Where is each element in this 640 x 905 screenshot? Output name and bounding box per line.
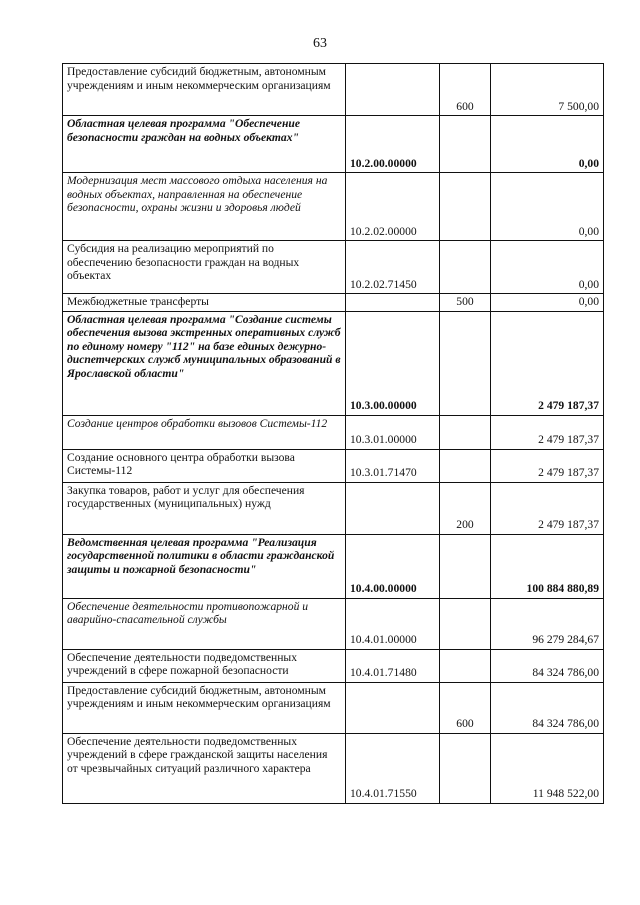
row-name-cell: Областная целевая программа "Обеспечение безопасности граждан на водных объектах" (63, 116, 346, 173)
row-expense-type-cell (440, 415, 491, 449)
row-amount-cell: 2 479 187,37 (491, 482, 604, 534)
table-row (63, 241, 604, 294)
table-row (63, 649, 604, 682)
row-amount-cell: 84 324 786,00 (491, 682, 604, 733)
row-code-cell: 10.4.01.71550 (346, 733, 440, 803)
row-code-cell: 10.2.00.00000 (346, 116, 440, 173)
table-row (63, 733, 604, 803)
table-row (63, 116, 604, 173)
row-amount-cell: 0,00 (491, 173, 604, 241)
table-row (63, 64, 604, 116)
row-amount-cell: 96 279 284,67 (491, 598, 604, 649)
row-expense-type-cell (440, 173, 491, 241)
row-name-cell: Субсидия на реализацию мероприятий по обеспечению безопасности граждан на водных объектах (63, 241, 346, 294)
row-amount-cell: 84 324 786,00 (491, 649, 604, 682)
row-code-cell: 10.2.02.71450 (346, 241, 440, 294)
row-amount-cell: 7 500,00 (491, 64, 604, 116)
table-row (63, 482, 604, 534)
row-code-cell: 10.4.00.00000 (346, 534, 440, 598)
table-row (63, 449, 604, 482)
row-expense-type-cell (440, 449, 491, 482)
row-code-cell: 10.4.01.71480 (346, 649, 440, 682)
table-row (63, 534, 604, 598)
row-expense-type-cell (440, 598, 491, 649)
row-expense-type-cell: 600 (440, 64, 491, 116)
row-name-cell: Обеспечение деятельности подведомственных учреждений в сфере гражданской защиты населения от чрезвычайных ситуаций различного характера (63, 733, 346, 803)
row-name-cell: Модернизация мест массового отдыха населения на водных объектах, направленная на обеспечение безопасности, охраны жизни и здоровья людей (63, 173, 346, 241)
row-name-cell: Предоставление субсидий бюджетным, автономным учреждениям и иным некоммерческим организациям (63, 64, 346, 116)
row-code-cell (346, 482, 440, 534)
row-name-cell: Предоставление субсидий бюджетным, автономным учреждениям и иным некоммерческим организациям (63, 682, 346, 733)
row-code-cell: 10.2.02.00000 (346, 173, 440, 241)
row-expense-type-cell: 200 (440, 482, 491, 534)
row-expense-type-cell (440, 733, 491, 803)
row-name-cell: Закупка товаров, работ и услуг для обеспечения государственных (муниципальных) нужд (63, 482, 346, 534)
row-expense-type-cell (440, 116, 491, 173)
row-code-cell (346, 64, 440, 116)
row-name-cell: Создание основного центра обработки вызова Системы-112 (63, 449, 346, 482)
budget-table (62, 63, 604, 804)
row-name-cell: Межбюджетные трансферты (63, 294, 346, 312)
table-row (63, 598, 604, 649)
row-code-cell: 10.3.01.71470 (346, 449, 440, 482)
row-expense-type-cell (440, 534, 491, 598)
row-amount-cell: 11 948 522,00 (491, 733, 604, 803)
table-row (63, 294, 604, 312)
row-expense-type-cell: 600 (440, 682, 491, 733)
row-name-cell: Областная целевая программа "Создание системы обеспечения вызова экстренных оперативных служб по единому номеру "112" на базе единых дежурно-диспетчерских служб муниципальных образований в Ярославской области" (63, 311, 346, 415)
row-name-cell: Создание центров обработки вызовов Системы-112 (63, 415, 346, 449)
row-name-cell: Обеспечение деятельности подведомственных учреждений в сфере пожарной безопасности (63, 649, 346, 682)
page-number: 63 (313, 36, 327, 51)
row-name-cell: Ведомственная целевая программа "Реализация государственной политики в области гражданской защиты и пожарной безопасности" (63, 534, 346, 598)
table-row (63, 173, 604, 241)
row-expense-type-cell (440, 649, 491, 682)
row-amount-cell: 0,00 (491, 294, 604, 312)
table-row (63, 682, 604, 733)
row-amount-cell: 0,00 (491, 116, 604, 173)
table-row (63, 311, 604, 415)
row-amount-cell: 2 479 187,37 (491, 415, 604, 449)
row-name-cell: Обеспечение деятельности противопожарной и аварийно-спасательной службы (63, 598, 346, 649)
row-code-cell: 10.4.01.00000 (346, 598, 440, 649)
row-expense-type-cell (440, 241, 491, 294)
row-amount-cell: 2 479 187,37 (491, 449, 604, 482)
row-amount-cell: 2 479 187,37 (491, 311, 604, 415)
row-amount-cell: 0,00 (491, 241, 604, 294)
row-expense-type-cell (440, 311, 491, 415)
row-code-cell (346, 682, 440, 733)
row-code-cell (346, 294, 440, 312)
row-amount-cell: 100 884 880,89 (491, 534, 604, 598)
row-code-cell: 10.3.00.00000 (346, 311, 440, 415)
table-row (63, 415, 604, 449)
row-code-cell: 10.3.01.00000 (346, 415, 440, 449)
row-expense-type-cell: 500 (440, 294, 491, 312)
